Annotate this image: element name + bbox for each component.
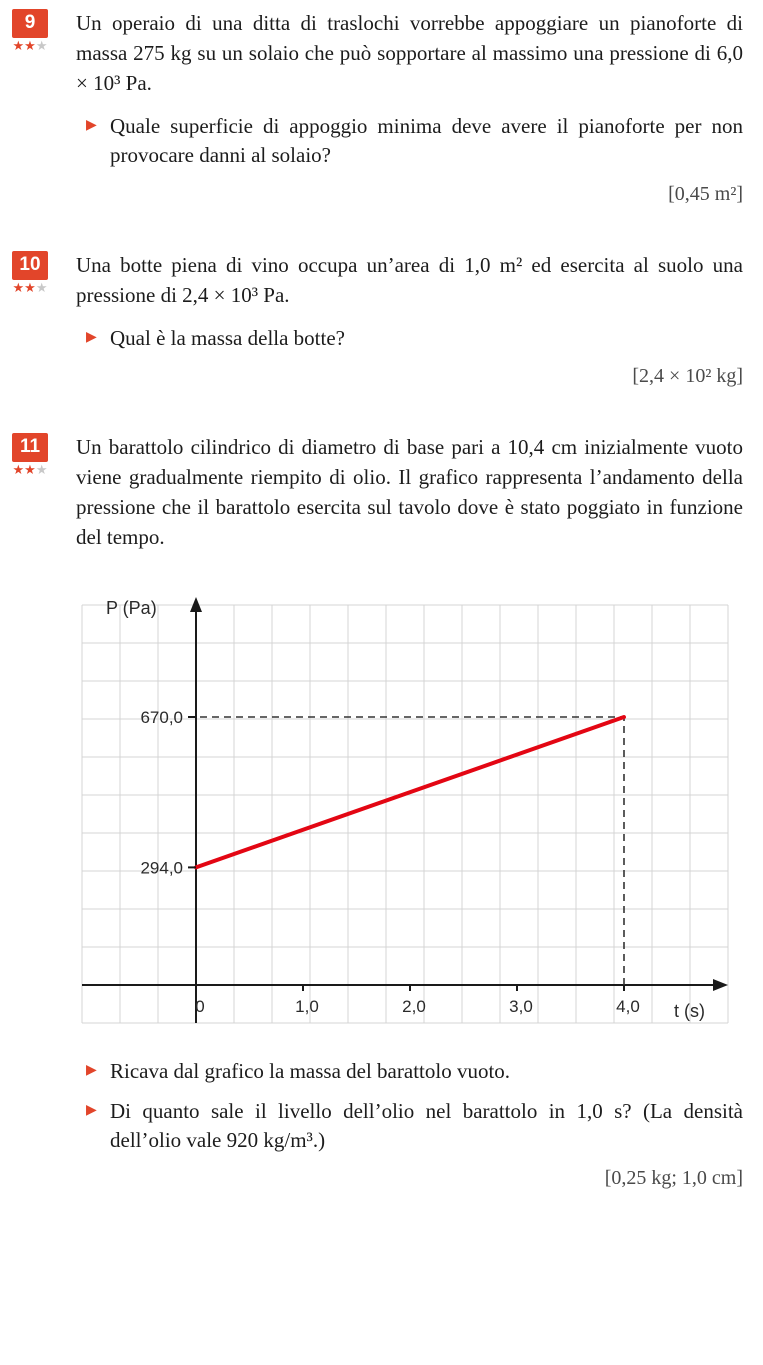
question-text: Quale superficie di appoggio minima deve avere il pianoforte per non provocare danni al solaio? — [110, 114, 743, 168]
question-item — [80, 324, 743, 353]
star-icon: ★ — [35, 462, 48, 478]
question-bullet-icon: ▶ — [86, 118, 97, 134]
exercise-11 — [0, 432, 763, 1190]
question-item — [80, 112, 743, 171]
exercise-11-badge-column — [8, 433, 52, 477]
question-text: Di quanto sale il livello dell’olio nel barattolo in 1,0 s? (La densità dell’olio vale 920 kg/m³.) — [110, 1098, 743, 1153]
y-axis-label: P (Pa) — [106, 598, 157, 619]
star-icon: ★ — [24, 38, 36, 53]
star-icon: ★ — [24, 462, 36, 478]
y-tick-label: 294,0 — [140, 858, 183, 878]
x-axis-arrow-icon — [713, 979, 728, 991]
question-bullet-icon: ▶ — [86, 329, 97, 345]
exercise-10 — [0, 250, 763, 388]
question-text: Ricava dal grafico la massa del barattolo vuoto. — [110, 1059, 511, 1084]
exercise-text: Una botte piena di vino occupa un’area di 1,0 m² ed esercita al suolo una pressione di 2,4 × 10³ Pa. — [76, 252, 743, 307]
difficulty-stars — [8, 463, 52, 477]
exercise-text: Un barattolo cilindrico di diametro di base pari a 10,4 cm inizialmente vuoto viene gradualmente riempito di olio. Il grafico rappresenta l’andamento della pressione che il barattolo esercita sul tavolo dove è stato poggiato in funzione del tempo. — [76, 435, 743, 550]
question-bullet-icon: ▶ — [86, 1063, 97, 1079]
x-tick-label: 3,0 — [509, 997, 533, 1017]
answer-text: [0,25 kg; 1,0 cm] — [604, 1167, 743, 1190]
exercise-number-badge: 9 — [12, 9, 48, 38]
exercise-10-badge-column — [8, 251, 52, 295]
star-icon: ★ — [35, 279, 48, 295]
star-icon: ★ — [24, 279, 36, 295]
question-text: Qual è la massa della botte? — [110, 325, 345, 350]
difficulty-stars — [8, 39, 52, 53]
exercise-9 — [0, 8, 763, 206]
x-axis-label: t (s) — [674, 1001, 705, 1022]
x-tick-label: 0 — [195, 997, 205, 1017]
exercise-9-badge-column — [8, 9, 52, 53]
difficulty-stars — [8, 281, 52, 295]
star-icon: ★ — [35, 38, 48, 53]
star-icon: ★ — [12, 38, 25, 53]
pressure-time-graph — [76, 570, 743, 1045]
y-tick-label: 670,0 — [140, 708, 183, 728]
x-tick-label: 1,0 — [295, 997, 319, 1017]
data-line — [196, 717, 624, 867]
exercise-text: Un operaio di una ditta di traslochi vorrebbe appoggiare un pianoforte di massa 275 kg su un solaio che può sopportare al massimo una pressione di 6,0 × 10³ Pa. — [76, 11, 743, 96]
x-tick-label: 4,0 — [616, 997, 640, 1017]
pressure-time-chart-svg — [76, 570, 736, 1040]
question-bullet-icon: ▶ — [86, 1102, 97, 1118]
star-icon: ★ — [12, 462, 25, 478]
star-icon: ★ — [12, 279, 25, 295]
answer-text: [2,4 × 10² kg] — [632, 365, 743, 388]
x-tick-label: 2,0 — [402, 997, 426, 1017]
exercise-number-badge: 11 — [12, 433, 48, 462]
question-item — [80, 1057, 743, 1086]
answer-text: [0,45 m²] — [668, 182, 743, 205]
question-item — [80, 1097, 743, 1156]
exercise-number-badge: 10 — [12, 251, 48, 280]
